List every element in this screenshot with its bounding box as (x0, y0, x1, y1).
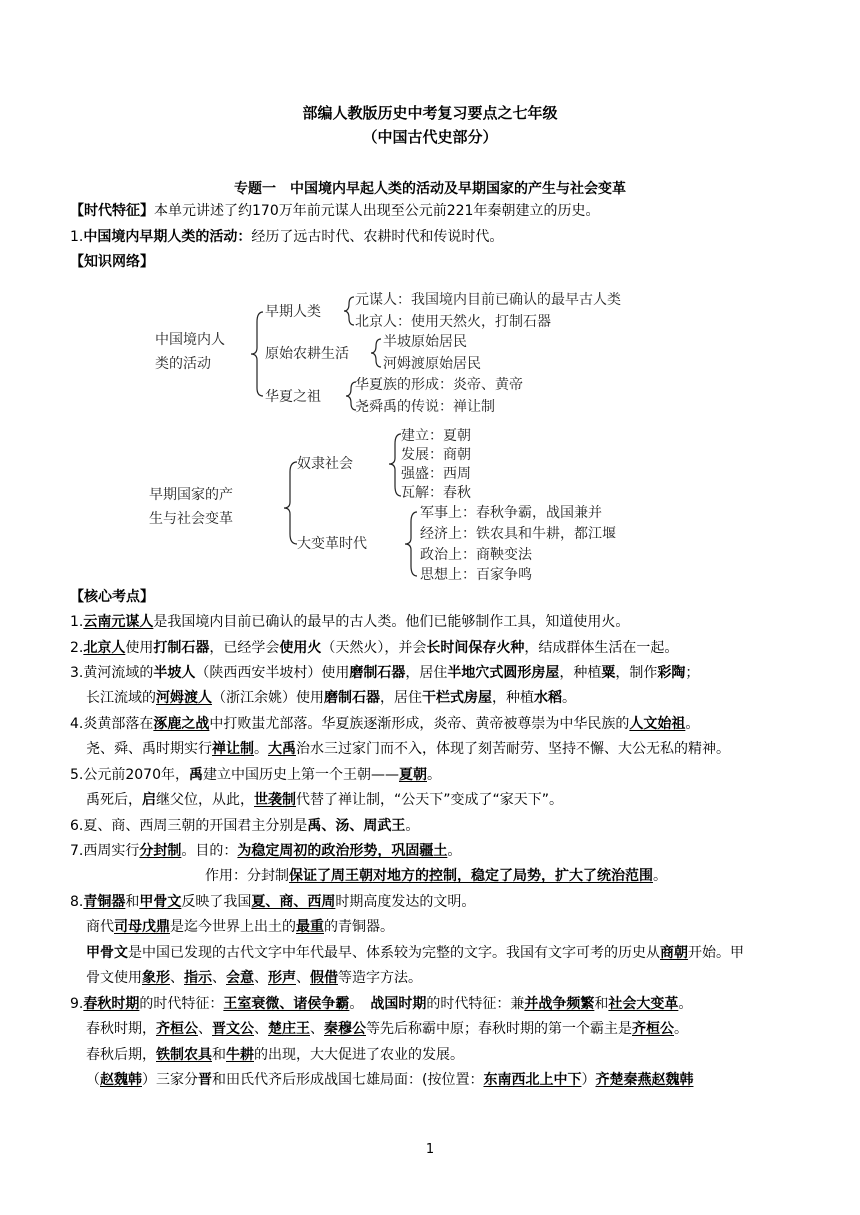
keyword: 粟 (601, 665, 616, 681)
keyword: 晋 (198, 1072, 212, 1088)
document-title: 部编人教版历史中考复习要点之七年级 (302, 104, 558, 122)
diagram1-root-brace (251, 312, 263, 396)
diagram1-item: 河姆渡原始居民 (383, 356, 481, 372)
txt: ） (581, 1072, 596, 1088)
keyword: 为稳定周初的政治形势，巩固疆土 (237, 843, 448, 859)
keyword: 河姆渡人 (156, 690, 212, 706)
core-line-15 (86, 968, 422, 988)
txt: 、 (254, 1021, 268, 1037)
core-line-7 (70, 765, 441, 785)
core-line-17 (86, 1019, 688, 1039)
keyword: 云南元谋人 (83, 614, 154, 630)
core-line-19 (86, 1070, 693, 1090)
point-text: 经历了远古时代、农耕时代和传说时代。 (251, 229, 504, 245)
diagram2-brace-0 (389, 434, 401, 496)
txt: 。 (427, 767, 441, 783)
diagram2-item: 强盛：西周 (401, 466, 471, 482)
txt: 。 (562, 690, 576, 706)
keyword: 半坡人 (153, 665, 196, 681)
keyword: 人文始祖 (629, 716, 686, 732)
diagram1-item: 华夏族的形成：炎帝、黄帝 (355, 377, 523, 393)
keyword: 磨制石器 (324, 690, 380, 706)
txt: 骨文使用 (86, 970, 142, 986)
txt: 尧、舜、禹时期实行 (86, 741, 212, 757)
txt: 作用：分封制 (205, 868, 289, 884)
diagram1-item: 北京人：使用天然火，打制石器 (355, 314, 551, 330)
keyword: 春秋时期 (83, 996, 140, 1012)
txt: 和田氏代齐后形成战国七雄局面：(按位置： (212, 1072, 484, 1088)
txt: 9. (70, 996, 84, 1012)
keyword: 分封制 (139, 843, 182, 859)
core-line-14 (86, 943, 744, 963)
txt: 的青铜器。 (324, 919, 394, 935)
keyword: 王室衰微、诸侯争霸 (223, 996, 350, 1012)
keyword: 青铜器 (83, 894, 126, 910)
txt: 5.公元前2070年， (70, 767, 189, 783)
txt: ，种植 (559, 665, 602, 681)
diagram2-item: 发展：商朝 (401, 447, 471, 463)
keyword: 牛耕 (226, 1047, 254, 1063)
keyword: 形声 (268, 970, 296, 986)
core-label (70, 587, 154, 607)
txt: ，种植 (492, 690, 534, 706)
keyword: 指示 (184, 970, 212, 986)
txt: 、 (212, 970, 226, 986)
txt: 、 (310, 1021, 324, 1037)
txt: 6.夏、商、西周三朝的开国君主分别是 (70, 818, 308, 834)
txt: 禹死后， (86, 792, 142, 808)
core-line-12 (70, 892, 475, 912)
keyword: 水稻 (534, 690, 562, 706)
keyword: 打制石器 (153, 640, 210, 656)
txt: ，已经学会 (209, 640, 280, 656)
txt: ，制作 (615, 665, 658, 681)
txt: 。 (447, 843, 462, 859)
txt: 治水三过家门而不入，体现了刻苦耐劳、坚持不懈、大公无私的精神。 (296, 741, 730, 757)
keyword: 甲骨文 (139, 894, 182, 910)
txt: 的时代特征：兼 (426, 996, 525, 1012)
keyword: 楚庄王 (268, 1021, 310, 1037)
core-line-1 (70, 612, 629, 632)
txt: （浙江余姚）使用 (212, 690, 324, 706)
txt: （ (86, 1072, 100, 1088)
keyword: 保证了周王朝对地方的控制，稳定了局势，扩大了统治范围 (289, 868, 653, 884)
keyword: 晋文公 (212, 1021, 254, 1037)
txt: 商代 (86, 919, 114, 935)
txt: 4.炎黄部落在 (70, 716, 154, 732)
txt: 中打败蚩尤部落。华夏族逐渐形成，炎帝、黄帝被尊崇为中华民族的 (209, 716, 630, 732)
diagram2-item: 政治上：商鞅变法 (420, 547, 532, 563)
diagram1-item: 元谋人：我国境内目前已确认的最早古人类 (355, 292, 621, 308)
core-line-16 (70, 994, 692, 1014)
txt: ，居住 (380, 690, 422, 706)
point-number: 1. (70, 229, 84, 245)
diagram1-brace-1 (371, 339, 381, 367)
diagram2-branch-1: 大变革时代 (297, 536, 367, 552)
diagram1-brace-0 (344, 297, 354, 325)
keyword: 秦穆公 (324, 1021, 366, 1037)
txt: 继父位，从此， (156, 792, 254, 808)
era-label: 【时代特征】 (70, 203, 154, 219)
keyword: 东南西北上中下 (483, 1072, 582, 1088)
core-line-3 (70, 663, 699, 683)
txt: 。目的： (181, 843, 238, 859)
txt: 使用 (125, 640, 154, 656)
keyword: 磨制石器 (349, 665, 406, 681)
keyword: 北京人 (83, 640, 126, 656)
diagram2-item: 瓦解：春秋 (401, 485, 471, 501)
keyword: 赵魏韩 (100, 1072, 142, 1088)
diagram1-root-line2: 类的活动 (155, 356, 211, 372)
txt: 。 (674, 1021, 688, 1037)
keyword: 战国时期 (370, 996, 427, 1012)
keyword: 假借 (310, 970, 338, 986)
txt: 时期高度发达的文明。 (335, 894, 476, 910)
core-label-text: 【核心考点】 (70, 589, 154, 605)
page-number: 1 (425, 1142, 435, 1157)
keyword: 会意 (226, 970, 254, 986)
txt: 开始。甲 (688, 945, 744, 961)
txt: 。 (405, 818, 420, 834)
keyword: 最重 (296, 919, 324, 935)
keyword: 彩陶 (657, 665, 686, 681)
keyword: 齐桓公 (156, 1021, 198, 1037)
txt: （陕西西安半坡村）使用 (195, 665, 350, 681)
knowledge-diagram-early-humans (145, 282, 725, 422)
keyword: 大禹 (268, 741, 296, 757)
keyword: 商朝 (660, 945, 688, 961)
txt: 。 (685, 716, 700, 732)
txt: 春秋时期， (86, 1021, 156, 1037)
txt: （天然火），并会 (321, 640, 427, 656)
txt: 8. (70, 894, 84, 910)
knowledge-diagram-early-states (145, 422, 725, 584)
txt: 和 (125, 894, 140, 910)
txt: 等造字方法。 (338, 970, 422, 986)
txt: 1. (70, 614, 84, 630)
keyword: 夏、商、西周 (251, 894, 336, 910)
keyword: 并战争频繁 (524, 996, 595, 1012)
core-line-11 (205, 866, 667, 886)
network-label (70, 252, 154, 272)
keyword: 干栏式房屋 (422, 690, 492, 706)
txt: 。 (254, 741, 268, 757)
core-line-9 (70, 816, 419, 836)
txt: ； (685, 665, 700, 681)
keyword: 甲骨文 (86, 945, 128, 961)
era-feature (70, 201, 599, 221)
era-text: 本单元讲述了约170万年前元谋人出现至公元前221年秦朝建立的历史。 (154, 203, 600, 219)
diagram2-root-line1: 早期国家的产 (149, 487, 233, 503)
diagram1-branch-1: 原始农耕生活 (265, 346, 349, 362)
keyword: 铁制农具 (156, 1047, 212, 1063)
diagram1-branch-2: 华夏之祖 (265, 389, 321, 405)
keyword: 司母戊鼎 (114, 919, 170, 935)
keyword: 禅让制 (212, 741, 254, 757)
core-line-13 (86, 917, 394, 937)
txt: 7.西周实行 (70, 843, 140, 859)
txt: 。 (653, 868, 667, 884)
keyword: 齐楚秦燕赵魏韩 (595, 1072, 694, 1088)
txt: 。 (678, 996, 693, 1012)
txt: 的时代特征： (139, 996, 224, 1012)
diagram2-item: 建立：夏朝 (401, 428, 471, 444)
txt: 的出现，大大促进了农业的发展。 (254, 1047, 464, 1063)
keyword: 世袭制 (254, 792, 296, 808)
txt: 代替了禅让制，“公天下”变成了“家天下”。 (296, 792, 564, 808)
core-line-5 (70, 714, 699, 734)
txt: ，结成群体生活在一起。 (524, 640, 679, 656)
diagram1-branch-0: 早期人类 (265, 304, 321, 320)
keyword: 禹、汤、周武王 (307, 818, 406, 834)
point-heading: 中国境内早期人类的活动： (83, 229, 252, 245)
txt: 和 (212, 1047, 226, 1063)
keyword: 禹 (189, 767, 203, 783)
txt: ，居住 (405, 665, 448, 681)
txt: 是我国境内目前已确认的最早的古人类。他们已能够制作工具，知道使用火。 (153, 614, 630, 630)
txt: 、 (296, 970, 310, 986)
core-line-18 (86, 1045, 464, 1065)
keyword: 夏朝 (399, 767, 427, 783)
diagram2-root-brace (284, 462, 297, 544)
diagram2-brace-1 (405, 512, 417, 576)
diagram2-item: 军事上：春秋争霸，战国兼并 (420, 505, 602, 521)
diagram2-item: 经济上：铁农具和牛耕，都江堰 (420, 526, 616, 542)
txt: 等先后称霸中原；春秋时期的第一个霸主是 (366, 1021, 632, 1037)
txt: 和 (594, 996, 609, 1012)
keyword: 象形 (142, 970, 170, 986)
txt: 、 (198, 1021, 212, 1037)
keyword: 长时间保存火种 (426, 640, 525, 656)
txt: 3.黄河流域的 (70, 665, 154, 681)
core-line-4 (86, 688, 576, 708)
txt: ）三家分 (142, 1072, 198, 1088)
txt: 是中国已发现的古代文字中年代最早、体系较为完整的文字。我国有文字可考的历史从 (128, 945, 660, 961)
txt: 春秋后期， (86, 1047, 156, 1063)
diagram2-root-line2: 生与社会变革 (149, 511, 233, 527)
diagram2-branch-0: 奴隶社会 (297, 456, 353, 472)
core-line-2 (70, 638, 678, 658)
txt: 反映了我国 (181, 894, 252, 910)
topic-title: 专题一 中国境内早起人类的活动及早期国家的产生与社会变革 (234, 181, 626, 197)
keyword: 涿鹿之战 (153, 716, 210, 732)
keyword: 齐桓公 (632, 1021, 674, 1037)
keyword: 启 (142, 792, 156, 808)
diagram1-root-line1: 中国境内人 (155, 332, 225, 348)
document-subtitle: （中国古代史部分） (362, 128, 498, 146)
txt: 是迄今世界上出土的 (170, 919, 296, 935)
txt: 、 (254, 970, 268, 986)
keyword: 半地穴式圆形房屋 (447, 665, 560, 681)
txt: 。 (349, 996, 371, 1012)
core-line-6 (86, 739, 730, 759)
keyword: 社会大变革 (608, 996, 679, 1012)
core-line-8 (86, 790, 563, 810)
diagram2-item: 思想上：百家争鸣 (420, 567, 532, 583)
diagram1-item: 尧舜禹的传说：禅让制 (355, 399, 495, 415)
network-label-text: 【知识网络】 (70, 254, 154, 270)
point-1 (70, 227, 503, 247)
txt: 长江流域的 (86, 690, 156, 706)
core-line-10 (70, 841, 461, 861)
txt: 2. (70, 640, 84, 656)
txt: 、 (170, 970, 184, 986)
txt: 建立中国历史上第一个王朝—— (203, 767, 399, 783)
diagram1-item: 半坡原始居民 (383, 334, 467, 350)
keyword: 使用火 (279, 640, 322, 656)
